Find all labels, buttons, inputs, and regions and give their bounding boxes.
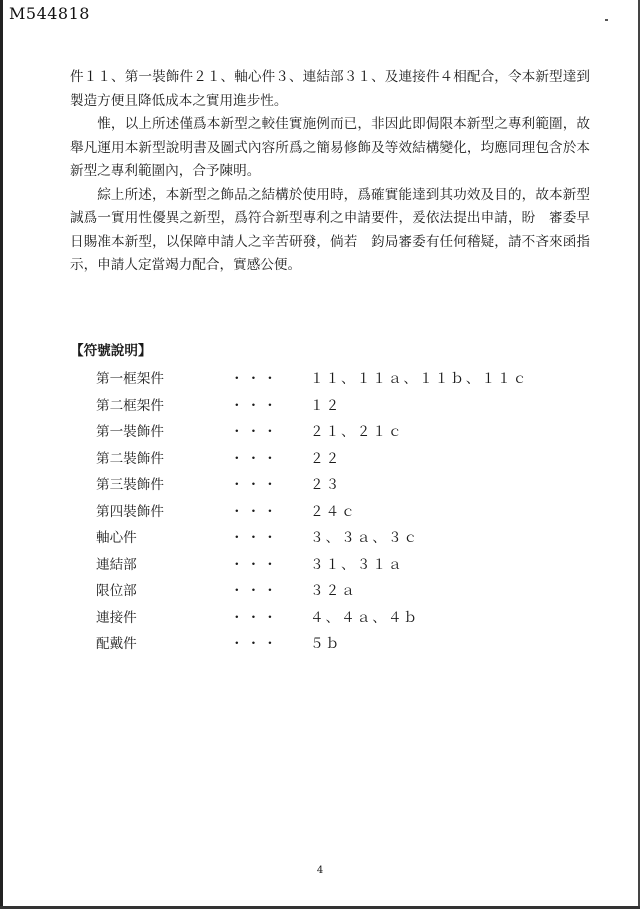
symbol-dots: ・・・ xyxy=(230,609,280,626)
symbol-dots: ・・・ xyxy=(230,530,280,547)
symbol-refs: ２１、２１ｃ xyxy=(310,424,404,441)
symbol-row xyxy=(96,470,536,497)
symbol-row xyxy=(96,364,536,391)
paragraph-conclusion: 綜上所述，本新型之飾品之結構於使用時，爲確實能達到其功效及目的，故本新型誠爲一實用性優異之新型，爲符合新型專利之申請要件，爰依法提出申請，盼 審委早日賜准本新型，以保障申請人之辛苦研發，倘若 鈞局審委有任何稽疑，請不吝來函指示，申請人定當竭力配合，實感公便。 xyxy=(70,186,590,273)
symbol-refs: ４、４ａ、４ｂ xyxy=(310,609,420,626)
symbols-list xyxy=(96,364,536,656)
paragraph-continuation: 件１１、第一裝飾件２１、軸心件３、連結部３１、及連接件４相配合，令本新型達到製造方便且降低成本之實用進步性。 xyxy=(70,69,590,109)
symbol-dots: ・・・ xyxy=(230,503,280,520)
symbol-row xyxy=(96,391,536,418)
symbol-refs: ５ｂ xyxy=(310,636,342,653)
symbol-row xyxy=(96,497,536,524)
symbol-dots: ・・・ xyxy=(230,583,280,600)
document-id: M544818 xyxy=(9,4,90,23)
symbol-refs: ３、３ａ、３ｃ xyxy=(310,530,420,547)
symbol-row xyxy=(96,444,536,471)
symbol-dots: ・・・ xyxy=(230,424,280,441)
symbol-dots: ・・・ xyxy=(230,371,280,388)
symbol-row xyxy=(96,576,536,603)
symbol-dots: ・・・ xyxy=(230,397,280,414)
symbol-dots: ・・・ xyxy=(230,450,280,467)
symbol-name: 連結部 xyxy=(96,556,137,573)
scan-speck xyxy=(605,19,608,21)
symbol-dots: ・・・ xyxy=(230,477,280,494)
symbol-row xyxy=(96,629,536,656)
symbol-name: 第二框架件 xyxy=(96,397,164,414)
symbol-refs: ２４ｃ xyxy=(310,503,357,520)
symbol-name: 第二裝飾件 xyxy=(96,450,164,467)
symbol-row xyxy=(96,603,536,630)
symbol-dots: ・・・ xyxy=(230,556,280,573)
symbol-refs: ２３ xyxy=(310,477,342,494)
symbol-name: 連接件 xyxy=(96,609,137,626)
symbol-name: 第四裝飾件 xyxy=(96,503,164,520)
symbol-name: 配戴件 xyxy=(96,636,137,653)
symbol-row xyxy=(96,550,536,577)
symbol-row xyxy=(96,417,536,444)
symbol-refs: ３１、３１ａ xyxy=(310,556,404,573)
symbol-dots: ・・・ xyxy=(230,636,280,653)
symbol-name: 軸心件 xyxy=(96,530,137,547)
symbol-name: 第三裝飾件 xyxy=(96,477,164,494)
symbol-refs: ３２ａ xyxy=(310,583,357,600)
symbol-name: 第一裝飾件 xyxy=(96,424,164,441)
page-number: 4 xyxy=(316,865,324,876)
symbol-refs: １２ xyxy=(310,397,342,414)
body-text xyxy=(70,66,590,278)
symbol-refs: ２２ xyxy=(310,450,342,467)
symbol-name: 限位部 xyxy=(96,583,137,600)
symbol-refs: １１、１１ａ、１１ｂ、１１ｃ xyxy=(310,371,529,388)
symbols-section-title: 【符號說明】 xyxy=(70,343,152,359)
symbol-row xyxy=(96,523,536,550)
page-border-left xyxy=(0,0,3,909)
symbol-name: 第一框架件 xyxy=(96,371,164,388)
paragraph-disclaimer: 惟，以上所述僅爲本新型之較佳實施例而已，非因此即侷限本新型之專利範圍，故舉凡運用本新型說明書及圖式內容所爲之簡易修飾及等效結構變化，均應同理包含於本新型之專利範圍內，合予陳明。 xyxy=(70,116,590,179)
